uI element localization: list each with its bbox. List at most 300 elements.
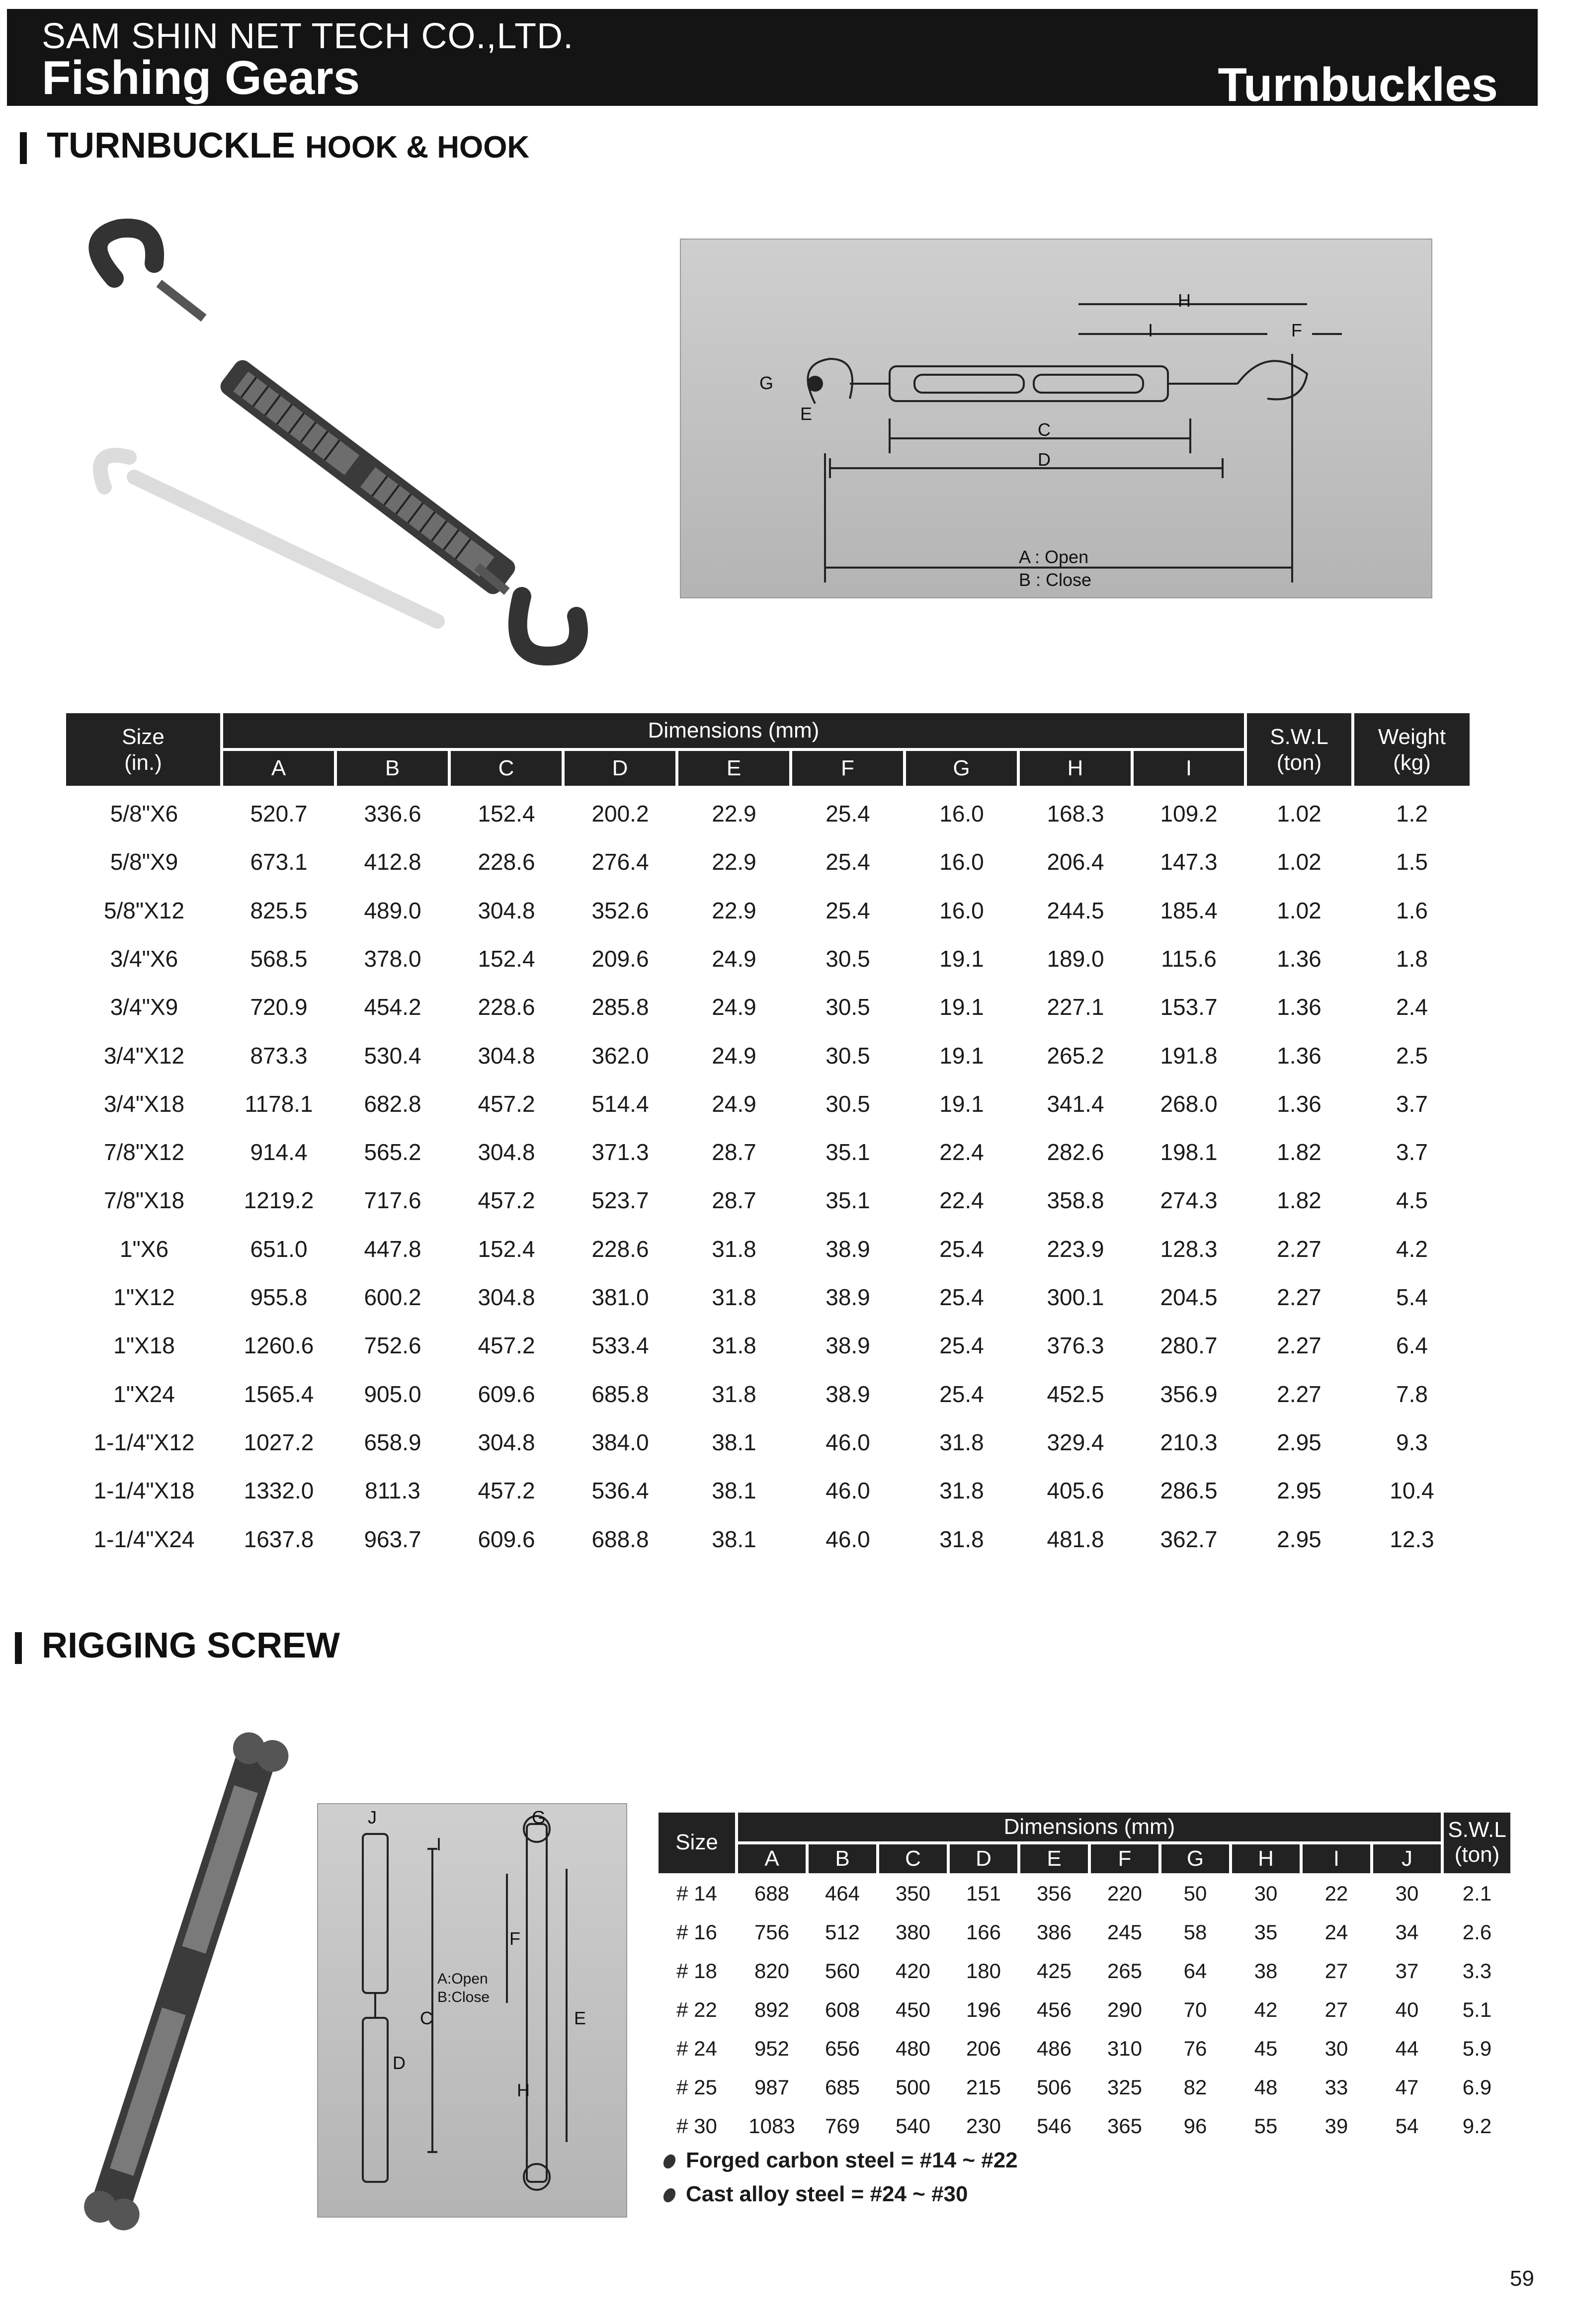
table-cell: 378.0 xyxy=(364,945,421,972)
header-col-g: G xyxy=(1160,1843,1231,1875)
table-cell: 304.8 xyxy=(478,1139,535,1165)
table-cell: 341.4 xyxy=(1047,1090,1104,1117)
table-cell: 244.5 xyxy=(1047,897,1104,923)
cell-size: 3/4"X12 xyxy=(103,1042,185,1069)
header-col-e: E xyxy=(677,749,791,787)
label-open: A:Open xyxy=(437,1971,488,1987)
page-header xyxy=(7,9,1538,111)
table-cell: 46.0 xyxy=(826,1526,870,1552)
table-cell: 38.1 xyxy=(712,1526,756,1552)
bullet-icon xyxy=(661,2153,678,2171)
table-cell: 560 xyxy=(825,1959,860,1983)
table-cell: 290 xyxy=(1107,1998,1143,2021)
table-cell: 245 xyxy=(1107,1920,1143,1944)
table-cell: 371.3 xyxy=(591,1139,649,1165)
table-cell: 30 xyxy=(1324,2037,1348,2060)
note-cast-text: Cast alloy steel = #24 ~ #30 xyxy=(686,2182,968,2206)
header-size xyxy=(65,712,222,787)
label-open: A : Open xyxy=(1019,547,1089,567)
table-row xyxy=(65,1327,1471,1375)
cell-size: 1-1/4"X24 xyxy=(93,1526,195,1552)
table-cell: 4.5 xyxy=(1396,1187,1428,1214)
table-cell: 38.1 xyxy=(712,1429,756,1455)
cell-size: 1"X12 xyxy=(113,1284,175,1310)
turnbuckle-photo xyxy=(60,209,606,696)
table-cell: 811.3 xyxy=(365,1478,420,1504)
table-cell: 115.6 xyxy=(1161,945,1217,972)
table-cell: 12.3 xyxy=(1390,1526,1434,1552)
section1-title: TURNBUCKLE xyxy=(47,126,295,166)
table-cell: 38.1 xyxy=(712,1478,756,1504)
table-cell: 3.3 xyxy=(1462,1959,1492,1983)
table-cell: 28.7 xyxy=(712,1139,756,1165)
cell-size: # 22 xyxy=(676,1998,717,2021)
table-cell: 3.7 xyxy=(1396,1090,1428,1117)
label-d: D xyxy=(1038,449,1051,470)
table-cell: 191.8 xyxy=(1160,1042,1218,1069)
table-cell: 31.8 xyxy=(939,1478,984,1504)
header-weight-label: Weight xyxy=(1378,725,1446,749)
cell-size: 3/4"X9 xyxy=(110,994,178,1020)
header-size-unit: (in.) xyxy=(124,750,162,775)
table-cell: 685.8 xyxy=(591,1381,649,1407)
table-cell: 380 xyxy=(895,1920,931,1944)
table-cell: 22 xyxy=(1324,1882,1348,1905)
table-row xyxy=(65,1424,1471,1472)
table-cell: 31.8 xyxy=(712,1381,756,1407)
cell-size: # 25 xyxy=(676,2075,717,2099)
table-cell: 358.8 xyxy=(1047,1187,1104,1214)
table-cell: 1.36 xyxy=(1277,1042,1321,1069)
table-cell: 230 xyxy=(966,2114,1001,2138)
table-cell: 457.2 xyxy=(478,1090,535,1117)
header-col-b: B xyxy=(807,1843,878,1875)
table-row xyxy=(65,1231,1471,1279)
label-h: H xyxy=(1178,290,1191,311)
table-cell: 454.2 xyxy=(364,994,421,1020)
table-cell: 96 xyxy=(1183,2114,1207,2138)
table-cell: 35.1 xyxy=(826,1187,870,1214)
section-bar-icon xyxy=(20,132,27,164)
table-cell: 55 xyxy=(1254,2114,1278,2138)
header-col-a: A xyxy=(737,1843,807,1875)
table-cell: 489.0 xyxy=(364,897,421,923)
table-cell: 25.4 xyxy=(826,849,870,875)
table-cell: 456 xyxy=(1036,1998,1072,2021)
table-cell: 568.5 xyxy=(250,945,308,972)
table-cell: 362.0 xyxy=(591,1042,649,1069)
table-cell: 1.8 xyxy=(1396,945,1428,972)
table-cell: 24.9 xyxy=(712,994,756,1020)
header-col-f: F xyxy=(791,749,905,787)
table-cell: 27 xyxy=(1324,1959,1348,1983)
table-cell: 512 xyxy=(825,1920,860,1944)
bullet-icon xyxy=(661,2186,678,2205)
table-cell: 480 xyxy=(895,2037,931,2060)
table-cell: 34 xyxy=(1395,1920,1419,1944)
table-cell: 215 xyxy=(966,2075,1001,2099)
table-cell: 33 xyxy=(1324,2075,1348,2099)
cell-size: 7/8"X18 xyxy=(103,1187,185,1214)
table-cell: 2.95 xyxy=(1277,1526,1321,1552)
table-cell: 209.6 xyxy=(591,945,649,972)
table-cell: 7.8 xyxy=(1396,1381,1428,1407)
table-cell: 457.2 xyxy=(478,1187,535,1214)
cell-size: 5/8"X12 xyxy=(103,897,185,923)
table-cell: 656 xyxy=(825,2037,860,2060)
table-cell: 54 xyxy=(1395,2114,1419,2138)
label-c: C xyxy=(420,2008,433,2028)
table-cell: 50 xyxy=(1183,1882,1207,1905)
table-cell: 500 xyxy=(895,2075,931,2099)
table-cell: 520.7 xyxy=(250,801,308,827)
table-cell: 825.5 xyxy=(250,897,308,923)
table-cell: 152.4 xyxy=(478,801,535,827)
table-row xyxy=(657,1952,1512,1991)
table-cell: 31.8 xyxy=(939,1429,984,1455)
label-i: I xyxy=(1148,320,1154,340)
table-cell: 4.2 xyxy=(1396,1236,1428,1262)
table-cell: 720.9 xyxy=(250,994,308,1020)
table-cell: 9.2 xyxy=(1462,2114,1492,2138)
table-cell: 756 xyxy=(754,1920,790,1944)
table-cell: 30.5 xyxy=(826,994,870,1020)
table-cell: 530.4 xyxy=(364,1042,421,1069)
table-cell: 48 xyxy=(1254,2075,1278,2099)
table-cell: 352.6 xyxy=(591,897,649,923)
table-cell: 1219.2 xyxy=(244,1187,314,1214)
table-cell: 30.5 xyxy=(826,1090,870,1117)
table-cell: 16.0 xyxy=(939,897,984,923)
table-cell: 546 xyxy=(1036,2114,1072,2138)
table-cell: 31.8 xyxy=(712,1236,756,1262)
header-dimensions: Dimensions (mm) xyxy=(222,712,1245,749)
table-cell: 153.7 xyxy=(1160,994,1218,1020)
table-cell: 1.82 xyxy=(1277,1139,1321,1165)
turnbuckle-diagram-drawing xyxy=(681,240,1431,597)
table-cell: 19.1 xyxy=(939,1090,984,1117)
table-cell: 35.1 xyxy=(826,1139,870,1165)
table-cell: 506 xyxy=(1036,2075,1072,2099)
table-cell: 362.7 xyxy=(1160,1526,1218,1552)
table-cell: 152.4 xyxy=(478,1236,535,1262)
table-cell: 2.6 xyxy=(1462,1920,1492,1944)
header-col-b: B xyxy=(335,749,449,787)
header-col-i: I xyxy=(1132,749,1245,787)
table-cell: 376.3 xyxy=(1047,1332,1104,1359)
table-cell: 2.1 xyxy=(1462,1882,1492,1905)
table-cell: 19.1 xyxy=(939,994,984,1020)
table-cell: 1.6 xyxy=(1396,897,1428,923)
table-cell: 304.8 xyxy=(478,1429,535,1455)
table-row xyxy=(65,940,1471,989)
table-cell: 30.5 xyxy=(826,945,870,972)
table-cell: 2.95 xyxy=(1277,1429,1321,1455)
label-j: J xyxy=(368,1807,377,1827)
table-cell: 769 xyxy=(825,2114,860,2138)
table-cell: 22.9 xyxy=(712,897,756,923)
table-cell: 6.4 xyxy=(1396,1332,1428,1359)
table-cell: 30.5 xyxy=(826,1042,870,1069)
header-col-a: A xyxy=(222,749,335,787)
table-cell: 268.0 xyxy=(1160,1090,1218,1117)
label-d: D xyxy=(393,2053,406,2073)
table-cell: 682.8 xyxy=(364,1090,421,1117)
table-cell: 873.3 xyxy=(250,1042,308,1069)
label-e: E xyxy=(800,404,813,424)
table-cell: 24 xyxy=(1324,1920,1348,1944)
table-cell: 533.4 xyxy=(591,1332,649,1359)
table-cell: 310 xyxy=(1107,2037,1143,2060)
table-cell: 688 xyxy=(754,1882,790,1905)
table-cell: 2.95 xyxy=(1277,1478,1321,1504)
table-cell: 166 xyxy=(966,1920,1001,1944)
table-row xyxy=(657,2069,1512,2107)
header-weight xyxy=(1353,712,1471,787)
table-cell: 540 xyxy=(895,2114,931,2138)
table-cell: 22.9 xyxy=(712,801,756,827)
table-row xyxy=(657,1875,1512,1913)
table-row xyxy=(657,1991,1512,2030)
table-cell: 274.3 xyxy=(1160,1187,1218,1214)
table-cell: 45 xyxy=(1254,2037,1278,2060)
table-cell: 24.9 xyxy=(712,945,756,972)
table-cell: 38.9 xyxy=(826,1332,870,1359)
rigging-screw-photo xyxy=(50,1720,318,2241)
table-cell: 227.1 xyxy=(1047,994,1104,1020)
table-cell: 1.82 xyxy=(1277,1187,1321,1214)
table-cell: 892 xyxy=(754,1998,790,2021)
table-cell: 210.3 xyxy=(1160,1429,1218,1455)
turnbuckle-table-body xyxy=(65,795,1471,1571)
cell-size: 5/8"X9 xyxy=(110,849,178,875)
table-cell: 38.9 xyxy=(826,1236,870,1262)
table-cell: 565.2 xyxy=(364,1139,421,1165)
table-cell: 25.4 xyxy=(939,1381,984,1407)
table-cell: 1.36 xyxy=(1277,994,1321,1020)
table-cell: 673.1 xyxy=(250,849,308,875)
table-cell: 185.4 xyxy=(1160,897,1218,923)
header-col-h: H xyxy=(1018,749,1132,787)
table-cell: 523.7 xyxy=(591,1187,649,1214)
table-cell: 952 xyxy=(754,2037,790,2060)
table-cell: 19.1 xyxy=(939,945,984,972)
table-cell: 2.27 xyxy=(1277,1284,1321,1310)
table-cell: 717.6 xyxy=(364,1187,421,1214)
table-row xyxy=(65,1134,1471,1182)
table-cell: 1178.1 xyxy=(245,1090,313,1117)
table-cell: 282.6 xyxy=(1047,1139,1104,1165)
table-cell: 1.02 xyxy=(1277,849,1321,875)
table-cell: 196 xyxy=(966,1998,1001,2021)
table-row xyxy=(65,1279,1471,1327)
table-cell: 204.5 xyxy=(1160,1284,1218,1310)
table-cell: 147.3 xyxy=(1160,849,1218,875)
header-swl-label: S.W.L xyxy=(1448,1818,1506,1842)
table-cell: 381.0 xyxy=(591,1284,649,1310)
table-cell: 905.0 xyxy=(364,1381,421,1407)
table-cell: 206.4 xyxy=(1047,849,1104,875)
table-cell: 10.4 xyxy=(1390,1478,1434,1504)
page-number: 59 xyxy=(1510,2266,1534,2291)
table-row xyxy=(65,892,1471,940)
table-cell: 28.7 xyxy=(712,1187,756,1214)
header-col-d: D xyxy=(563,749,677,787)
table-cell: 457.2 xyxy=(478,1478,535,1504)
header-col-j: J xyxy=(1372,1843,1442,1875)
table-cell: 365 xyxy=(1107,2114,1143,2138)
table-cell: 24.9 xyxy=(712,1042,756,1069)
table-cell: 25.4 xyxy=(939,1332,984,1359)
table-cell: 25.4 xyxy=(939,1284,984,1310)
table-cell: 514.4 xyxy=(591,1090,649,1117)
cell-size: 3/4"X6 xyxy=(110,945,178,972)
table-cell: 336.6 xyxy=(364,801,421,827)
table-row xyxy=(65,795,1471,843)
header-swl xyxy=(1245,712,1353,787)
table-row xyxy=(65,1037,1471,1085)
rigging-screw-diagram xyxy=(317,1803,627,2218)
table-cell: 44 xyxy=(1395,2037,1419,2060)
table-cell: 109.2 xyxy=(1160,801,1218,827)
header-col-c: C xyxy=(449,749,563,787)
table-cell: 40 xyxy=(1395,1998,1419,2021)
rigging-table-body xyxy=(657,1875,1512,2143)
table-cell: 752.6 xyxy=(364,1332,421,1359)
category-title: Turnbuckles xyxy=(1218,58,1498,111)
table-cell: 64 xyxy=(1183,1959,1207,1983)
table-cell: 356.9 xyxy=(1160,1381,1218,1407)
table-cell: 5.1 xyxy=(1462,1998,1492,2021)
company-name: SAM SHIN NET TECH CO.,LTD. xyxy=(42,16,574,56)
table-cell: 3.7 xyxy=(1396,1139,1428,1165)
table-cell: 1083 xyxy=(748,2114,795,2138)
table-cell: 2.27 xyxy=(1277,1236,1321,1262)
table-cell: 16.0 xyxy=(939,849,984,875)
table-cell: 450 xyxy=(895,1998,931,2021)
label-e: E xyxy=(574,2008,586,2028)
table-cell: 987 xyxy=(754,2075,790,2099)
table-row xyxy=(657,1913,1512,1952)
table-cell: 325 xyxy=(1107,2075,1143,2099)
table-cell: 6.9 xyxy=(1462,2075,1492,2099)
rigging-table-header xyxy=(657,1811,1512,1875)
label-close: B:Close xyxy=(437,1989,490,2005)
table-cell: 304.8 xyxy=(478,1042,535,1069)
table-row xyxy=(65,843,1471,892)
table-cell: 608 xyxy=(825,1998,860,2021)
table-cell: 914.4 xyxy=(250,1139,308,1165)
table-cell: 304.8 xyxy=(478,1284,535,1310)
turnbuckle-table-header xyxy=(65,712,1471,787)
table-cell: 47 xyxy=(1395,2075,1419,2099)
cell-size: 1-1/4"X12 xyxy=(93,1429,195,1455)
table-cell: 386 xyxy=(1036,1920,1072,1944)
brand-title: Fishing Gears xyxy=(42,51,360,104)
table-cell: 447.8 xyxy=(364,1236,421,1262)
table-cell: 22.4 xyxy=(939,1139,984,1165)
header-col-h: H xyxy=(1231,1843,1301,1875)
cell-size: # 18 xyxy=(676,1959,717,1983)
table-cell: 486 xyxy=(1036,2037,1072,2060)
table-cell: 384.0 xyxy=(591,1429,649,1455)
table-cell: 5.9 xyxy=(1462,2037,1492,2060)
label-c: C xyxy=(1038,419,1051,440)
cell-size: 1"X18 xyxy=(113,1332,175,1359)
cell-size: 1"X24 xyxy=(113,1381,175,1407)
table-row xyxy=(65,989,1471,1037)
label-f: F xyxy=(1291,320,1302,340)
table-cell: 1565.4 xyxy=(244,1381,314,1407)
table-cell: 5.4 xyxy=(1396,1284,1428,1310)
table-cell: 609.6 xyxy=(478,1526,535,1552)
header-col-g: G xyxy=(905,749,1018,787)
table-cell: 452.5 xyxy=(1047,1381,1104,1407)
table-cell: 35 xyxy=(1254,1920,1278,1944)
table-cell: 2.27 xyxy=(1277,1381,1321,1407)
cell-size: 5/8"X6 xyxy=(110,801,178,827)
table-cell: 168.3 xyxy=(1047,801,1104,827)
note-forged-text: Forged carbon steel = #14 ~ #22 xyxy=(686,2148,1018,2172)
table-cell: 206 xyxy=(966,2037,1001,2060)
header-size: Size xyxy=(657,1811,737,1875)
table-row xyxy=(65,1182,1471,1230)
table-cell: 38.9 xyxy=(826,1284,870,1310)
table-cell: 329.4 xyxy=(1047,1429,1104,1455)
table-cell: 286.5 xyxy=(1160,1478,1218,1504)
table-cell: 38.9 xyxy=(826,1381,870,1407)
table-row xyxy=(65,1472,1471,1520)
table-cell: 1.02 xyxy=(1277,801,1321,827)
header-col-e: E xyxy=(1019,1843,1089,1875)
table-cell: 1.5 xyxy=(1396,849,1428,875)
label-f: F xyxy=(509,1928,520,1949)
table-cell: 37 xyxy=(1395,1959,1419,1983)
table-cell: 688.8 xyxy=(591,1526,649,1552)
table-cell: 82 xyxy=(1183,2075,1207,2099)
table-cell: 600.2 xyxy=(364,1284,421,1310)
table-cell: 30 xyxy=(1254,1882,1278,1905)
cell-size: # 30 xyxy=(676,2114,717,2138)
header-swl-unit: (ton) xyxy=(1276,750,1322,775)
header-swl-label: S.W.L xyxy=(1270,725,1328,749)
table-cell: 280.7 xyxy=(1160,1332,1218,1359)
table-cell: 1.36 xyxy=(1277,945,1321,972)
table-cell: 658.9 xyxy=(364,1429,421,1455)
table-cell: 39 xyxy=(1324,2114,1348,2138)
header-weight-unit: (kg) xyxy=(1393,750,1431,775)
table-row xyxy=(65,1085,1471,1134)
header-col-i: I xyxy=(1301,1843,1372,1875)
label-g: G xyxy=(759,373,774,393)
table-cell: 356 xyxy=(1036,1882,1072,1905)
table-cell: 536.4 xyxy=(591,1478,649,1504)
table-cell: 2.5 xyxy=(1396,1042,1428,1069)
table-row xyxy=(65,1521,1471,1569)
table-cell: 24.9 xyxy=(712,1090,756,1117)
table-cell: 350 xyxy=(895,1882,931,1905)
table-cell: 180 xyxy=(966,1959,1001,1983)
table-cell: 22.9 xyxy=(712,849,756,875)
table-row xyxy=(657,2030,1512,2069)
header-size-label: Size xyxy=(122,725,165,749)
table-cell: 228.6 xyxy=(478,994,535,1020)
table-cell: 128.3 xyxy=(1160,1236,1218,1262)
section1-subtitle: HOOK & HOOK xyxy=(305,130,530,165)
table-cell: 200.2 xyxy=(591,801,649,827)
table-cell: 405.6 xyxy=(1047,1478,1104,1504)
header-col-d: D xyxy=(948,1843,1019,1875)
